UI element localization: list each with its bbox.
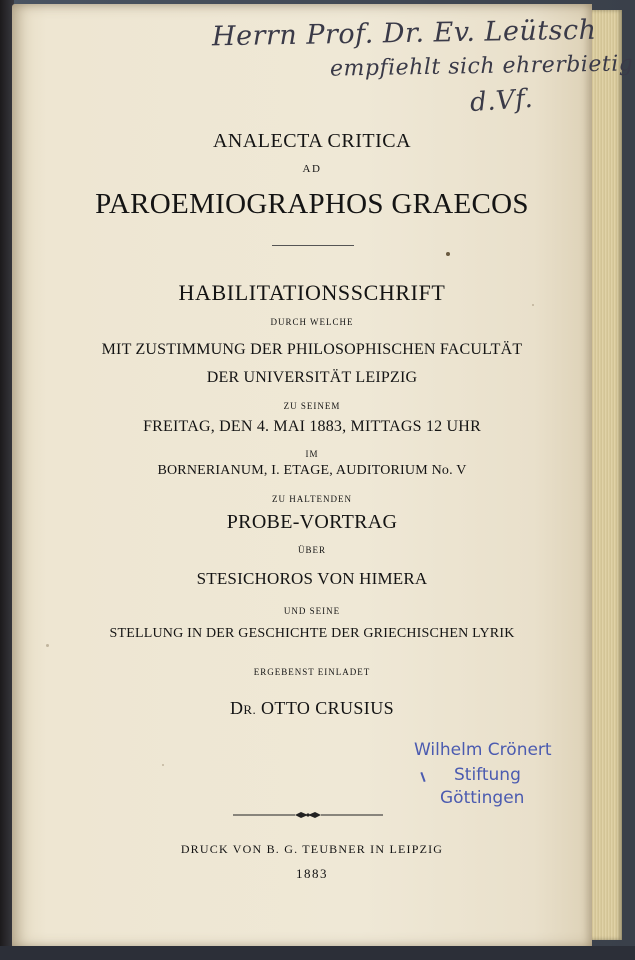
author-name: OTTO CRUSIUS — [256, 698, 395, 718]
dedication-line-2: empfiehlt sich ehrerbietig — [329, 51, 634, 82]
ornamental-rule — [233, 811, 383, 819]
title-line-2: AD — [302, 163, 322, 175]
connector-und-seine: UND SEINE — [283, 606, 341, 616]
topic-line-2: STELLUNG IN DER GESCHICHTE DER GRIECHISCHEN LYRIK — [109, 626, 515, 641]
printer-line: DRUCK VON B. G. TEUBNER IN LEIPZIG — [180, 842, 444, 856]
stamp-line-3: Göttingen — [440, 788, 525, 808]
date-line: FREITAG, DEN 4. MAI 1883, MITTAGS 12 UHR — [143, 418, 481, 435]
author-line — [12, 698, 612, 719]
stamp-line-2: Stiftung — [454, 765, 521, 785]
scan-bottom-edge — [0, 946, 635, 960]
paper-fleck — [532, 304, 534, 306]
library-stamp — [410, 740, 580, 820]
dedication-signature: d.Vf. — [469, 83, 535, 119]
publication-year: 1883 — [296, 866, 328, 881]
location-line: BORNERIANUM, I. ETAGE, AUDITORIUM No. V — [157, 463, 467, 478]
author-prefix-small: R. — [243, 702, 257, 717]
title-divider — [272, 245, 354, 246]
connector-im: IM — [305, 449, 319, 459]
paper-fleck — [162, 764, 164, 766]
author-prefix: D — [229, 698, 244, 718]
stamp-line-1: Wilhelm Crönert — [414, 740, 552, 760]
dedication-line-1: Herrn Prof. Dr. Ev. Leütsch — [211, 14, 597, 53]
ink-speck — [446, 252, 450, 256]
faculty-line: MIT ZUSTIMMUNG DER PHILOSOPHISCHEN FACULTÄT — [101, 341, 523, 358]
stamp-mark — [420, 772, 425, 782]
invitation-line: ERGEBENST EINLADET — [253, 667, 371, 677]
lecture-type: PROBE-VORTRAG — [226, 511, 398, 533]
topic-line-1: STESICHOROS VON HIMERA — [196, 569, 428, 588]
connector-durch-welche: DURCH WELCHE — [270, 317, 354, 327]
paper-fleck — [46, 644, 49, 647]
document-type: HABILITATIONSSCHRIFT — [178, 280, 446, 305]
main-title: PAROEMIOGRAPHOS GRAECOS — [95, 188, 529, 220]
university-line: DER UNIVERSITÄT LEIPZIG — [206, 369, 418, 386]
connector-zu-haltenden: ZU HALTENDEN — [272, 494, 352, 504]
connector-ueber: ÜBER — [297, 545, 326, 555]
title-page — [12, 4, 634, 948]
title-line-1: ANALECTA CRITICA — [212, 130, 412, 152]
connector-zu-seinem: ZU SEINEM — [283, 401, 341, 411]
